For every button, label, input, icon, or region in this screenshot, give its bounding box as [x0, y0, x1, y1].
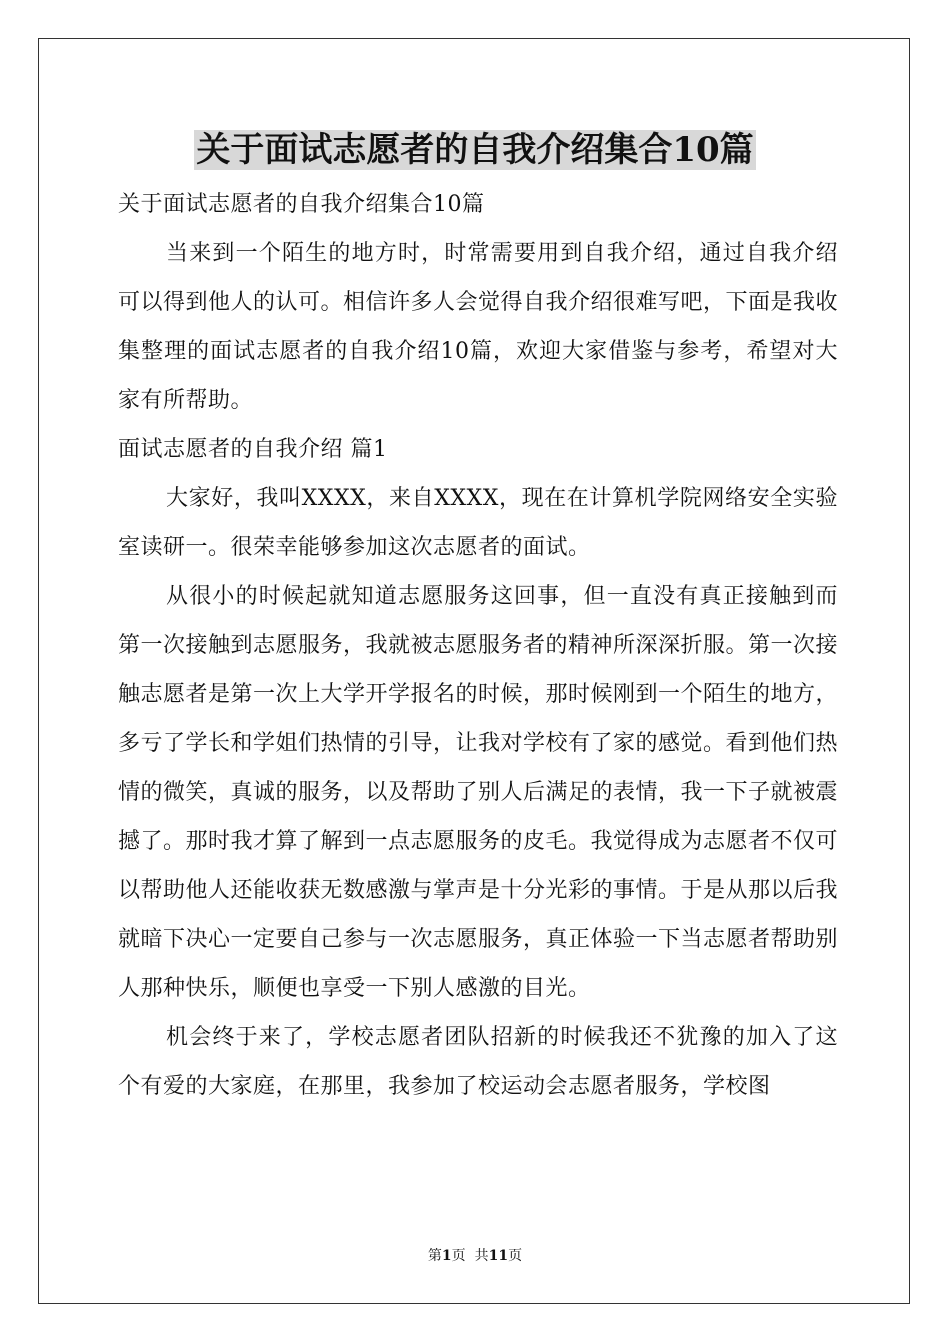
- paragraph: 关于面试志愿者的自我介绍集合10篇: [118, 192, 485, 217]
- footer-mid: 页 共: [451, 1248, 489, 1264]
- document-title-text: 关于面试志愿者的自我介绍集合10篇: [196, 130, 754, 170]
- document-body: [118, 180, 838, 1111]
- footer-suffix: 页: [508, 1248, 523, 1264]
- footer-prefix: 第: [427, 1248, 442, 1264]
- page-footer: [0, 1246, 950, 1266]
- document-title: [0, 128, 950, 172]
- paragraph: 大家好，我叫XXXX，来自XXXX，现在在计算机学院网络安全实验室读研一。很荣幸能够参加这次志愿者的面试。: [118, 486, 838, 560]
- footer-page-number: 1: [441, 1248, 452, 1264]
- paragraph: 机会终于来了，学校志愿者团队招新的时候我还不犹豫的加入了这个有爱的大家庭，在那里，我参加了校运动会志愿者服务，学校图: [118, 1025, 838, 1099]
- paragraph: 面试志愿者的自我介绍 篇1: [118, 437, 388, 462]
- paragraph: 当来到一个陌生的地方时，时常需要用到自我介绍，通过自我介绍可以得到他人的认可。相信许多人会觉得自我介绍很难写吧，下面是我收集整理的面试志愿者的自我介绍10篇，欢迎大家借鉴与参考，希望对大家有所帮助。: [118, 241, 839, 413]
- footer-total-pages: 11: [488, 1248, 509, 1264]
- paragraph: 从很小的时候起就知道志愿服务这回事，但一直没有真正接触到而第一次接触到志愿服务，我就被志愿服务者的精神所深深折服。第一次接触志愿者是第一次上大学开学报名的时候，那时候刚到一个陌生的地方，多亏了学长和学姐们热情的引导，让我对学校有了家的感觉。看到他们热情的微笑，真诚的服务，以及帮助了别人后满足的表情，我一下子就被震撼了。那时我才算了解到一点志愿服务的皮毛。我觉得成为志愿者不仅可以帮助他人还能收获无数感激与掌声是十分光彩的事情。于是从那以后我就暗下决心一定要自己参与一次志愿服务，真正体验一下当志愿者帮助别人那种快乐，顺便也享受一下别人感激的目光。: [118, 584, 839, 1001]
